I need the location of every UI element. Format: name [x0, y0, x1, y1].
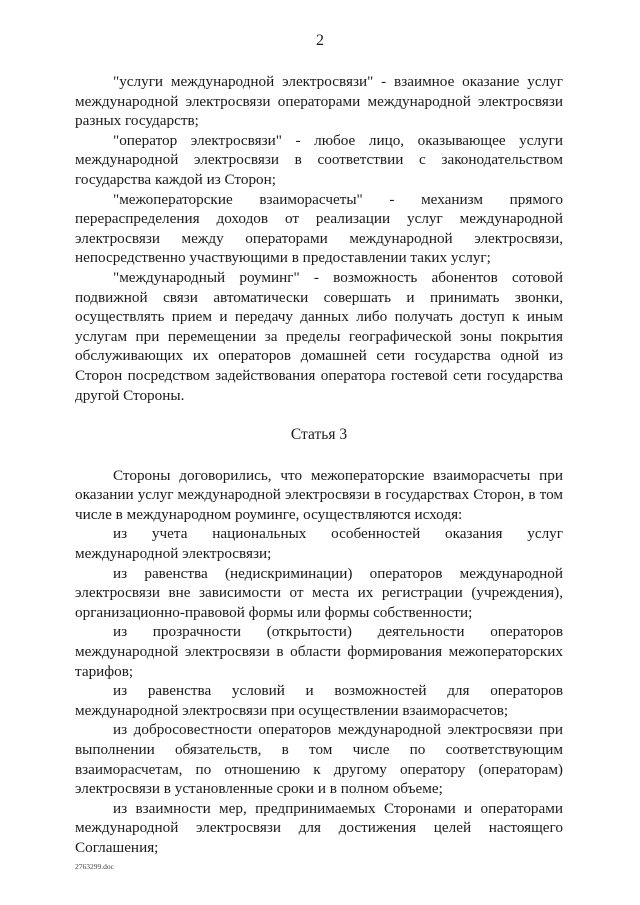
- principle-paragraph: из добросовестности операторов международной электросвязи при выполнении обязательств, в том числе по соответствующим взаиморасчетам, по отношению к другому оператору (операторам) электросвязи в установленные сроки и в полном объеме;: [75, 721, 563, 798]
- definition-paragraph: "услуги международной электросвязи" - взаимное оказание услуг международной электросвязи операторами международной электросвязи разных государств;: [75, 73, 563, 130]
- article-intro-paragraph: Стороны договорились, что межоператорские взаиморасчеты при оказании услуг международной электросвязи в государствах Сторон, в том числе в международном роуминге, осуществляются исходя:: [75, 466, 563, 523]
- principle-paragraph: из равенства условий и возможностей для операторов международной электросвязи при осуществлении взаиморасчетов;: [75, 682, 563, 719]
- principle-paragraph: из прозрачности (открытости) деятельности операторов международной электросвязи в области формирования межоператорских тарифов;: [75, 623, 563, 680]
- principle-paragraph: из взаимности мер, предпринимаемых Сторонами и операторами международной электросвязи для достижения целей настоящего Соглашения;: [75, 799, 563, 856]
- principle-paragraph: из равенства (недискриминации) операторов международной электросвязи вне зависимости от места их регистрации (учреждения), организационно-правовой формы или формы собственности;: [75, 564, 563, 621]
- definition-paragraph: "межоператорские взаиморасчеты" - механизм прямого перераспределения доходов от реализации услуг международной электросвязи между операторами международной электросвязи, непосредственно участвующими в предоставлении таких услуг;: [75, 190, 563, 267]
- document-body: [75, 72, 563, 858]
- article-heading: Статья 3: [290, 426, 348, 444]
- page-number: 2: [316, 32, 324, 49]
- definition-paragraph: "оператор электросвязи" - любое лицо, оказывающее услуги международной электросвязи в соответствии с законодательством государства каждой из Сторон;: [75, 131, 563, 188]
- document-file-code: 2763299.doc: [75, 862, 114, 871]
- principle-paragraph: из учета национальных особенностей оказания услуг международной электросвязи;: [75, 525, 563, 563]
- definition-paragraph: "международный роуминг" - возможность абонентов сотовой подвижной связи автоматически совершать и принимать звонки, осуществлять прием и передачу данных либо получать доступ к иным услугам при перемещении за пределы географической зоны покрытия обслуживающих их операторов домашней сети государства одной из Сторон посредством задействования оператора гостевой сети государства другой Стороны.: [75, 268, 563, 404]
